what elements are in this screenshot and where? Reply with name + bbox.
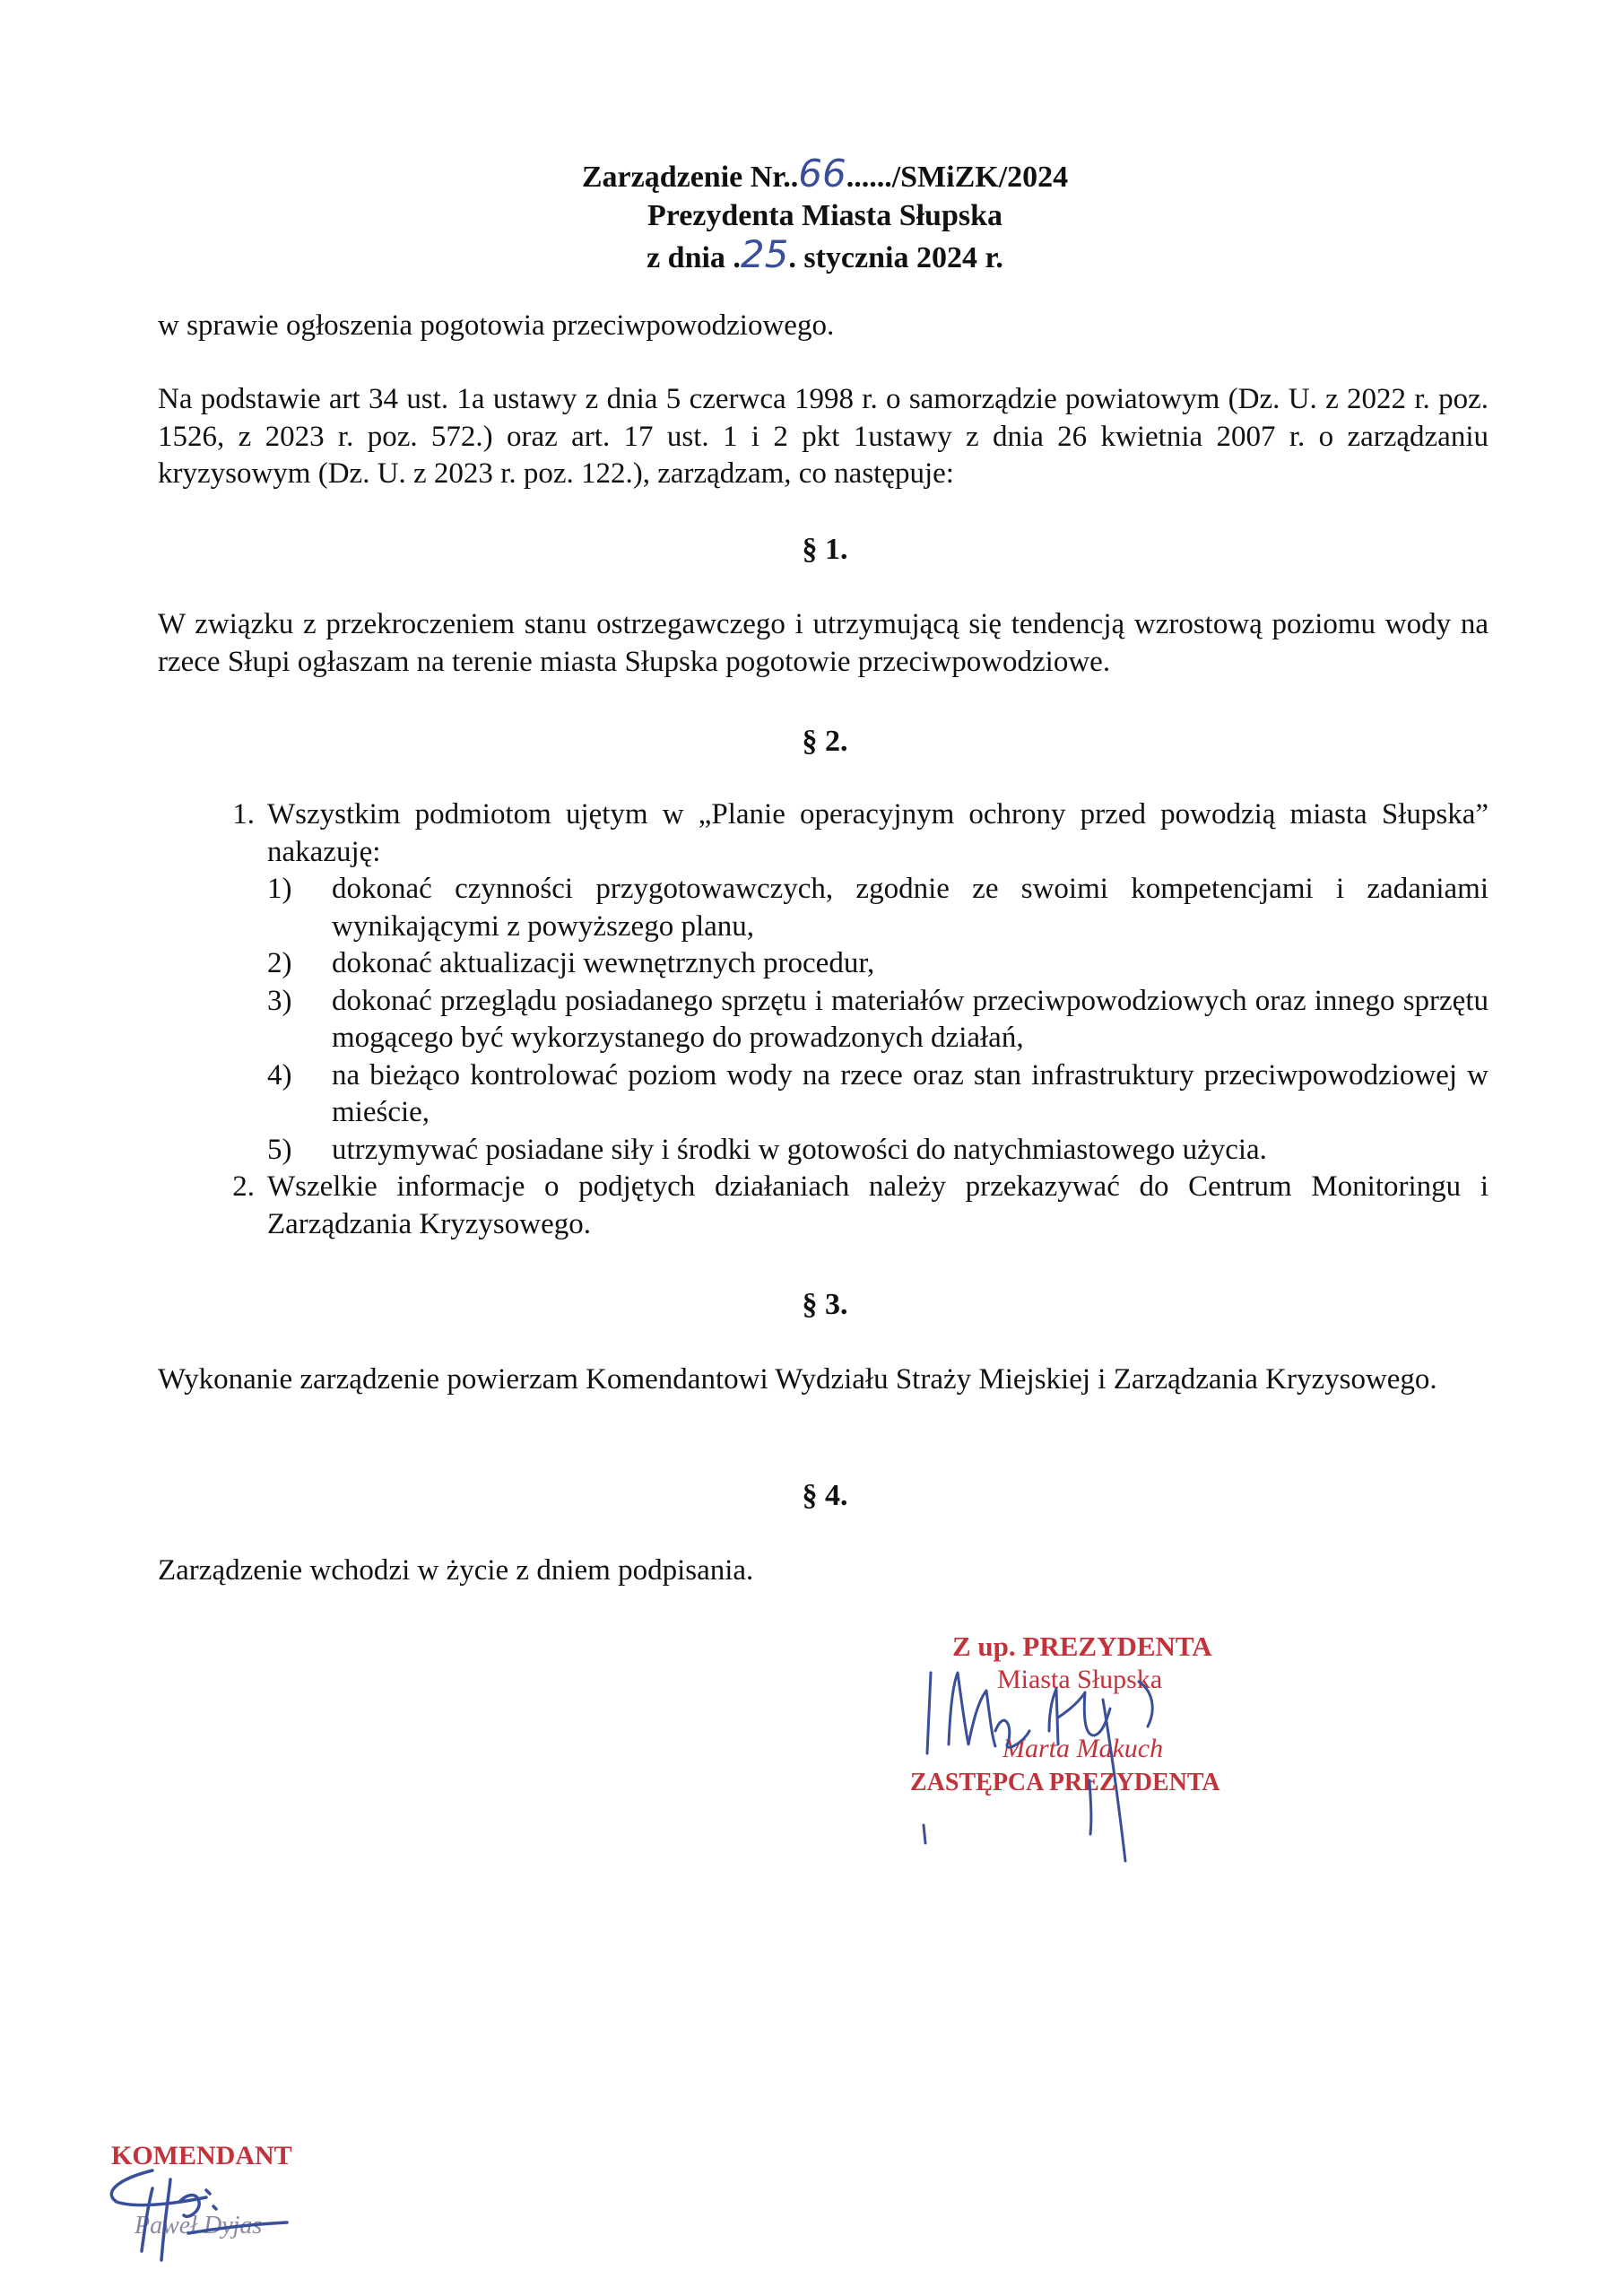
sub-item-number: 4) bbox=[267, 1058, 292, 1091]
section-1-text: W związku z przekroczeniem stanu ostrzegawczego i utrzymującą się tendencją wzrostową poziomu wody na rzece Słupi ogłaszam na terenie miasta Słupska pogotowie przeciwpowodziowe. bbox=[158, 608, 1488, 678]
commander-name: Paweł Dyjas bbox=[135, 2212, 263, 2239]
sub-item-number: 1) bbox=[267, 873, 292, 905]
sub-item-text: dokonać przeglądu posiadanego sprzętu i materiałów przeciwpowodziowych oraz innego sprzętu mogącego być wykorzystanego do prowadzonych działań, bbox=[332, 984, 1488, 1054]
sub-item-text: na bieżąco kontrolować poziom wody na rzece oraz stan infrastruktury przeciwpowodziowej w mieście, bbox=[332, 1058, 1488, 1128]
header-suffix: /SMiZK/2024 bbox=[891, 161, 1069, 194]
header-prefix: Zarządzenie Nr bbox=[581, 161, 784, 194]
handwritten-day: 25 bbox=[740, 232, 789, 276]
commander-title: KOMENDANT bbox=[111, 2141, 292, 2170]
subject-line: w sprawie ogłoszenia pogotowia przeciwpowodziowego. bbox=[158, 309, 835, 342]
date-dots: . bbox=[788, 241, 796, 274]
sub-list-item bbox=[267, 1132, 1488, 1170]
sub-item-number: 5) bbox=[267, 1133, 292, 1166]
section-1-mark: § 1. bbox=[802, 533, 848, 566]
sub-item-text: dokonać aktualizacji wewnętrznych procedur, bbox=[332, 947, 875, 979]
list-item-number: 2. bbox=[232, 1170, 255, 1203]
section-4-text: Zarządzenie wchodzi w życie z dniem podpisania. bbox=[158, 1554, 754, 1587]
stamp-name: Marta Makuch bbox=[1002, 1734, 1164, 1763]
sub-item-number: 2) bbox=[267, 947, 292, 979]
issuer-line: Prezydenta Miasta Słupska bbox=[647, 199, 1003, 232]
date-line bbox=[0, 232, 1623, 277]
list-item-text: Wszelkie informacje o podjętych działaniach należy przekazywać do Centrum Monitoringu i Zarządzania Kryzysowego. bbox=[267, 1170, 1488, 1240]
commander-signature bbox=[99, 2152, 314, 2269]
date-suffix: stycznia 2024 r. bbox=[795, 241, 1003, 274]
section-4-mark: § 4. bbox=[802, 1479, 848, 1512]
header-dots: ...... bbox=[846, 161, 892, 194]
legal-basis: Na podstawie art 34 ust. 1a ustawy z dnia 5 czerwca 1998 r. o samorządzie powiatowym (Dz. U. z 2022 r. poz. 1526, z 2023 r. poz. 572.) oraz art. 17 ust. 1 i 2 pkt 1ustawy z dnia 26 kwietnia 2007 r. o zarządzaniu kryzysowym (Dz. U. z 2023 r. poz. 122.), zarządzam, co następuje: bbox=[158, 383, 1488, 490]
sub-item-text: dokonać czynności przygotowawczych, zgodnie ze swoimi kompetencjami i zadaniami wynikającymi z powyższego planu, bbox=[332, 873, 1488, 943]
sub-list-item bbox=[267, 1057, 1488, 1132]
stamp-line-2: Miasta Słupska bbox=[997, 1665, 1163, 1694]
sub-list-item bbox=[267, 983, 1488, 1057]
list-item-number: 1. bbox=[232, 798, 255, 831]
section-2-list bbox=[158, 796, 1488, 1243]
handwritten-signature bbox=[915, 1646, 1237, 1879]
sub-item-number: 3) bbox=[267, 984, 292, 1017]
list-item bbox=[158, 1169, 1488, 1243]
list-item-body bbox=[267, 796, 1488, 1169]
list-item bbox=[158, 796, 1488, 1169]
section-2-mark: § 2. bbox=[802, 725, 848, 758]
sub-list-item bbox=[267, 945, 1488, 983]
sub-item-text: utrzymywać posiadane siły i środki w gotowości do natychmiastowego użycia. bbox=[332, 1133, 1267, 1166]
list-item-text: Wszystkim podmiotom ujętym w „Planie operacyjnym ochrony przed powodzią miasta Słupska” nakazuję: bbox=[267, 798, 1488, 868]
header-dots: .. bbox=[783, 161, 799, 194]
date-dots: . bbox=[725, 241, 741, 274]
section-3-mark: § 3. bbox=[802, 1288, 848, 1321]
document-header bbox=[0, 154, 1623, 277]
stamp-role: ZASTĘPCA PREZYDENTA bbox=[910, 1769, 1220, 1796]
section-3-text: Wykonanie zarządzenie powierzam Komendantowi Wydziału Straży Miejskiej i Zarządzania Kryzysowego. bbox=[158, 1363, 1437, 1396]
date-prefix: z dnia bbox=[647, 241, 725, 274]
sub-list-item bbox=[267, 871, 1488, 945]
handwritten-number: 66 bbox=[798, 152, 846, 196]
stamp-line-1: Z up. PREZYDENTA bbox=[952, 1631, 1212, 1662]
ordinance-number bbox=[0, 154, 1623, 196]
